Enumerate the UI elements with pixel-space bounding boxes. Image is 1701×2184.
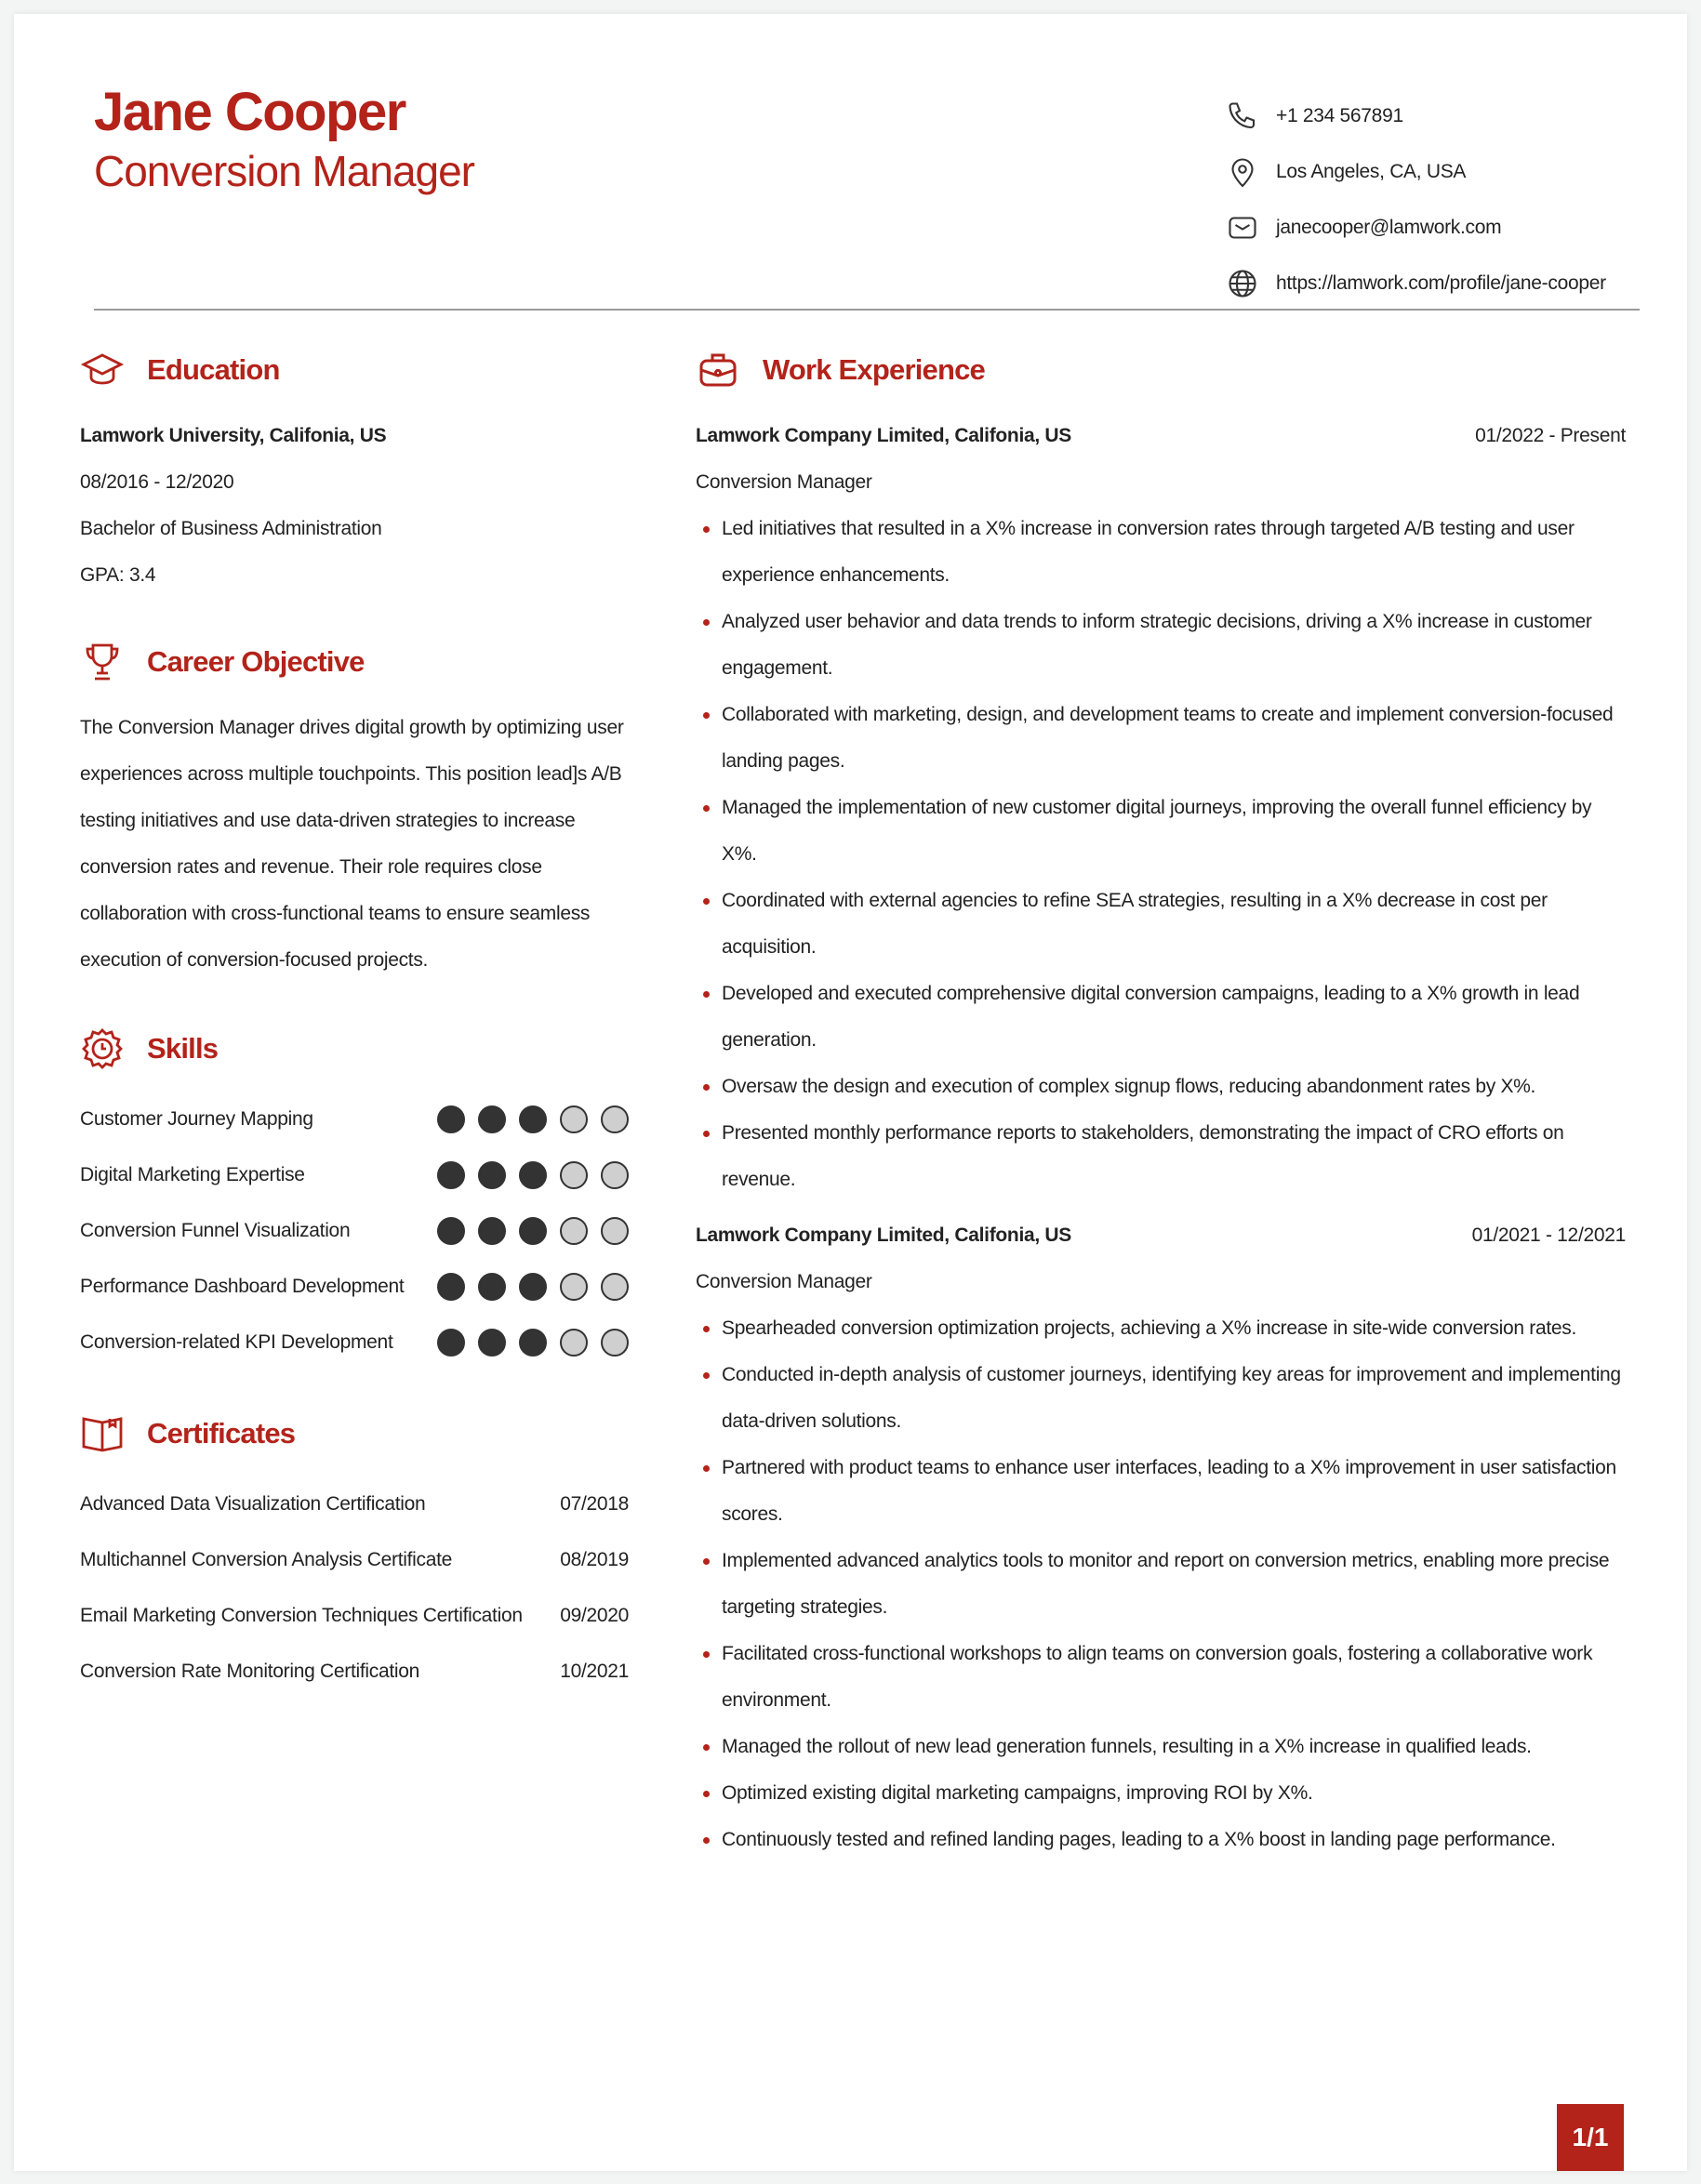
- certificate-date: 10/2021: [560, 1661, 629, 1682]
- job-bullet: Developed and executed comprehensive digital conversion campaigns, leading to a X% growth in lead generation.: [696, 971, 1626, 1064]
- skill-level-dot: [437, 1217, 465, 1245]
- skills-title: Skills: [147, 1032, 219, 1065]
- skill-level-dot: [601, 1217, 629, 1245]
- skill-row: [80, 1147, 629, 1203]
- job-bullet: Collaborated with marketing, design, and development teams to create and implement conversion-focused landing pages.: [696, 692, 1626, 785]
- skill-level-dot: [601, 1273, 629, 1301]
- contact-location: [1226, 144, 1606, 200]
- skill-name: Conversion Funnel Visualization: [80, 1220, 351, 1241]
- skill-rating: [437, 1161, 629, 1189]
- job-bullet: Led initiatives that resulted in a X% increase in conversion rates through targeted A/B testing and user experience enhancements.: [696, 506, 1626, 599]
- certificate-name: Advanced Data Visualization Certification: [80, 1493, 426, 1515]
- skill-level-dot: [560, 1161, 588, 1189]
- location-text: Los Angeles, CA, USA: [1276, 161, 1467, 182]
- skill-level-dot: [478, 1161, 506, 1189]
- job-bullet: Facilitated cross-functional workshops to align teams on conversion goals, fostering a collaborative work environment.: [696, 1631, 1626, 1724]
- job-bullet: Managed the rollout of new lead generation funnels, resulting in a X% increase in qualified leads.: [696, 1724, 1626, 1770]
- job-bullet: Analyzed user behavior and data trends to inform strategic decisions, driving a X% increase in customer engagement.: [696, 599, 1626, 692]
- certificates-heading: [80, 1410, 629, 1458]
- job-role: Conversion Manager: [696, 471, 872, 493]
- skill-level-dot: [601, 1105, 629, 1133]
- work-title: Work Experience: [763, 353, 985, 386]
- jobs-list: [696, 413, 1626, 1863]
- skill-level-dot: [601, 1329, 629, 1357]
- skill-rating: [437, 1105, 629, 1133]
- job-bullet: Oversaw the design and execution of complex signup flows, reducing abandonment rates by X%.: [696, 1064, 1626, 1110]
- candidate-name: Jane Cooper: [94, 82, 405, 142]
- job-company: Lamwork Company Limited, Califonia, US: [696, 425, 1071, 446]
- job-bullet: Optimized existing digital marketing campaigns, improving ROI by X%.: [696, 1770, 1626, 1817]
- skill-level-dot: [519, 1329, 547, 1357]
- trophy-icon: [80, 640, 125, 684]
- objective-heading: [80, 638, 629, 686]
- objective-text: The Conversion Manager drives digital growth by optimizing user experiences across multiple touchpoints. This position lead]s A/B testing initiatives and use data-driven strategies to increase conversion rates and revenue. Their role requires close collaboration with cross-functional teams to ensure seamless execution of conversion-focused projects.: [80, 717, 624, 971]
- skill-level-dot: [478, 1273, 506, 1301]
- job-entry: [696, 413, 1626, 1203]
- skill-level-dot: [519, 1105, 547, 1133]
- book-icon: [80, 1411, 125, 1456]
- skill-rating: [437, 1273, 629, 1301]
- job-role: Conversion Manager: [696, 1271, 872, 1292]
- certificate-name: Conversion Rate Monitoring Certification: [80, 1661, 420, 1682]
- skill-name: Customer Journey Mapping: [80, 1108, 313, 1130]
- skill-row: [80, 1259, 629, 1315]
- skill-level-dot: [560, 1329, 588, 1357]
- contact-website: [1226, 256, 1606, 311]
- certificates-title: Certificates: [147, 1417, 296, 1449]
- header-divider: [94, 309, 1640, 311]
- skills-list: [80, 1092, 629, 1370]
- certificate-date: 09/2020: [560, 1605, 629, 1626]
- candidate-title: Conversion Manager: [94, 147, 475, 195]
- education-title: Education: [147, 353, 280, 386]
- mail-icon: [1226, 211, 1259, 245]
- certificates-list: [80, 1476, 629, 1700]
- skill-level-dot: [560, 1273, 588, 1301]
- skill-level-dot: [478, 1105, 506, 1133]
- left-column: [80, 346, 629, 1700]
- graduation-cap-icon: [80, 348, 125, 392]
- work-heading: [696, 346, 1626, 394]
- job-bullet: Spearheaded conversion optimization projects, achieving a X% increase in site-wide conversion rates.: [696, 1305, 1626, 1352]
- skill-name: Conversion-related KPI Development: [80, 1331, 393, 1353]
- job-dates: 01/2021 - 12/2021: [1471, 1224, 1626, 1246]
- certificate-name: Email Marketing Conversion Techniques Certification: [80, 1605, 523, 1626]
- skill-level-dot: [437, 1161, 465, 1189]
- contact-email: [1226, 200, 1606, 256]
- skill-rating: [437, 1329, 629, 1357]
- skills-heading: [80, 1025, 629, 1073]
- objective-title: Career Objective: [147, 645, 365, 678]
- certificate-row: [80, 1532, 629, 1588]
- certificate-date: 08/2019: [560, 1549, 629, 1570]
- skill-level-dot: [478, 1329, 506, 1357]
- job-company: Lamwork Company Limited, Califonia, US: [696, 1224, 1071, 1246]
- skill-row: [80, 1203, 629, 1259]
- website-link[interactable]: https://lamwork.com/profile/jane-cooper: [1276, 272, 1606, 294]
- skill-level-dot: [437, 1105, 465, 1133]
- globe-icon: [1226, 267, 1259, 300]
- skill-level-dot: [601, 1161, 629, 1189]
- right-column: [696, 346, 1626, 1873]
- contact-phone: [1226, 88, 1606, 144]
- contact-list: [1226, 88, 1606, 311]
- email-text[interactable]: janecooper@lamwork.com: [1276, 217, 1502, 238]
- skill-level-dot: [478, 1217, 506, 1245]
- certificate-name: Multichannel Conversion Analysis Certificate: [80, 1549, 452, 1570]
- skill-level-dot: [437, 1329, 465, 1357]
- job-entry: [696, 1212, 1626, 1863]
- skill-level-dot: [519, 1217, 547, 1245]
- education-heading: [80, 346, 629, 394]
- skill-level-dot: [560, 1105, 588, 1133]
- education-degree: Bachelor of Business Administration: [80, 518, 382, 539]
- phone-text: +1 234 567891: [1276, 105, 1403, 126]
- education-dates: 08/2016 - 12/2020: [80, 471, 234, 493]
- job-bullet: Managed the implementation of new customer digital journeys, improving the overall funnel efficiency by X%.: [696, 785, 1626, 878]
- skill-level-dot: [560, 1217, 588, 1245]
- job-bullet: Implemented advanced analytics tools to monitor and report on conversion metrics, enabling more precise targeting strategies.: [696, 1538, 1626, 1631]
- skill-row: [80, 1092, 629, 1147]
- certificate-date: 07/2018: [560, 1493, 629, 1515]
- location-icon: [1226, 155, 1259, 189]
- job-bullet: Continuously tested and refined landing pages, leading to a X% boost in landing page performance.: [696, 1817, 1626, 1863]
- education-gpa: GPA: 3.4: [80, 564, 156, 586]
- skill-name: Performance Dashboard Development: [80, 1276, 405, 1297]
- job-bullet: Partnered with product teams to enhance user interfaces, leading to a X% improvement in user satisfaction scores.: [696, 1445, 1626, 1538]
- skill-name: Digital Marketing Expertise: [80, 1164, 305, 1185]
- education-school: Lamwork University, Califonia, US: [80, 425, 387, 446]
- job-bullets: [696, 506, 1626, 1203]
- skill-row: [80, 1315, 629, 1370]
- certificate-row: [80, 1476, 629, 1532]
- skill-level-dot: [519, 1273, 547, 1301]
- certificate-row: [80, 1588, 629, 1644]
- job-bullets: [696, 1305, 1626, 1863]
- briefcase-icon: [696, 348, 740, 392]
- job-dates: 01/2022 - Present: [1475, 425, 1626, 446]
- skill-rating: [437, 1217, 629, 1245]
- skill-level-dot: [437, 1273, 465, 1301]
- skill-level-dot: [519, 1161, 547, 1189]
- certificate-row: [80, 1644, 629, 1700]
- phone-icon: [1226, 99, 1259, 133]
- page-indicator: 1/1: [1557, 2104, 1624, 2171]
- job-bullet: Presented monthly performance reports to stakeholders, demonstrating the impact of CRO efforts on revenue.: [696, 1110, 1626, 1203]
- gear-clock-icon: [80, 1026, 125, 1071]
- job-bullet: Conducted in-depth analysis of customer journeys, identifying key areas for improvement and implementing data-driven solutions.: [696, 1352, 1626, 1445]
- job-bullet: Coordinated with external agencies to refine SEA strategies, resulting in a X% decrease in cost per acquisition.: [696, 878, 1626, 971]
